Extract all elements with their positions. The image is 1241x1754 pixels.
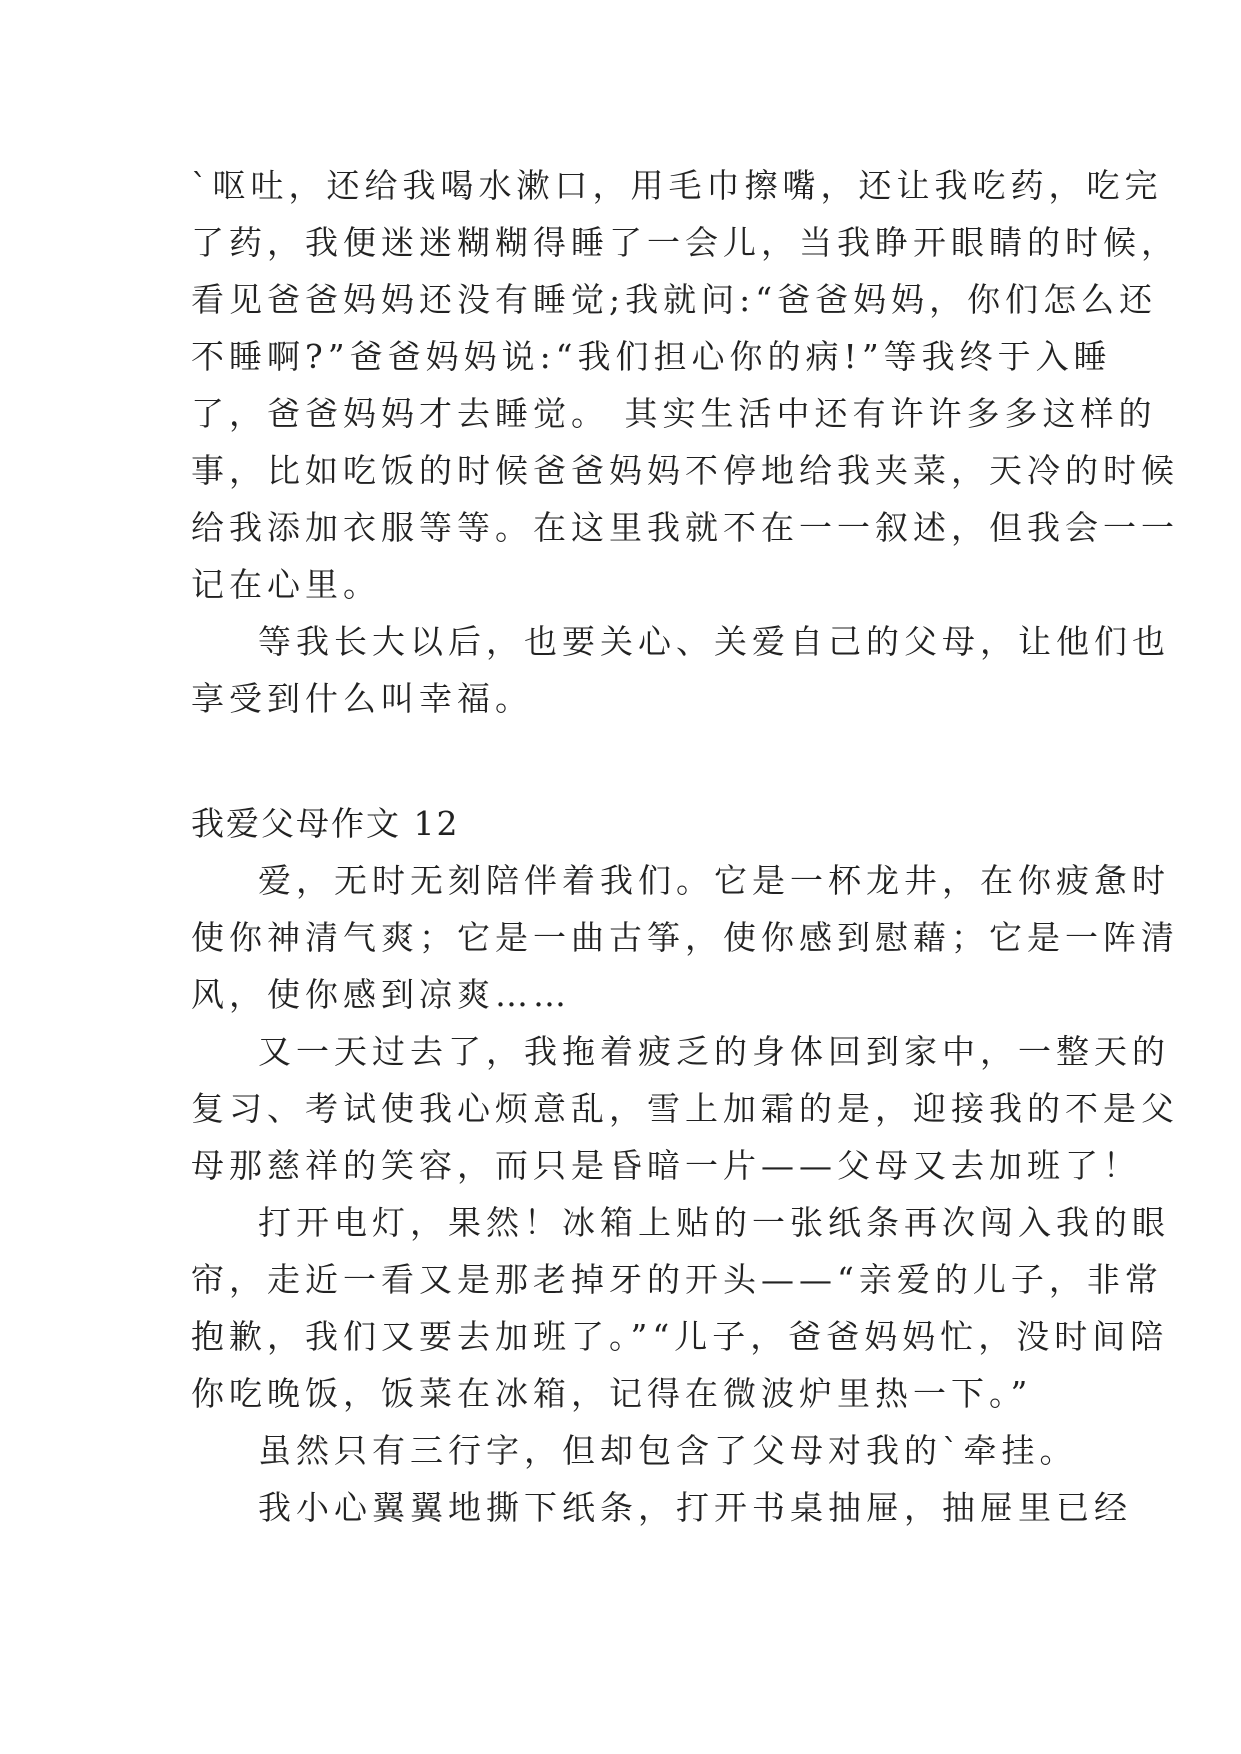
text-line: 复习、考试使我心烦意乱，雪上加霜的是，迎接我的不是父 bbox=[191, 1089, 1179, 1128]
paragraph-first-line: 我小心翼翼地撕下纸条，打开书桌抽屉，抽屉里已经 bbox=[258, 1488, 1132, 1527]
text-line: 享受到什么叫幸福。 bbox=[191, 679, 533, 718]
text-line: 给我添加衣服等等。在这里我就不在一一叙述，但我会一一 bbox=[191, 508, 1179, 547]
paragraph-first-line: 虽然只有三行字，但却包含了父母对我的`牵挂。 bbox=[258, 1431, 1078, 1470]
text-line: 事，比如吃饭的时候爸爸妈妈不停地给我夹菜，天冷的时候 bbox=[191, 451, 1179, 490]
text-line: 看见爸爸妈妈还没有睡觉;我就问:“爸爸妈妈，你们怎么还 bbox=[191, 280, 1158, 319]
text-line: `呕吐，还给我喝水漱口，用毛巾擦嘴，还让我吃药，吃完 bbox=[191, 166, 1163, 205]
paragraph-first-line: 等我长大以后，也要关心、关爱自己的父母，让他们也 bbox=[258, 622, 1170, 661]
paragraph-first-line: 爱，无时无刻陪伴着我们。它是一杯龙井，在你疲惫时 bbox=[258, 861, 1170, 900]
text-line: 风，使你感到凉爽…… bbox=[191, 975, 571, 1014]
text-line: 记在心里。 bbox=[191, 565, 381, 604]
section-heading: 我爱父母作文 12 bbox=[191, 804, 460, 843]
text-line: 帘，走近一看又是那老掉牙的开头——“亲爱的儿子，非常 bbox=[191, 1260, 1163, 1299]
text-line: 抱歉，我们又要去加班了。”“儿子，爸爸妈妈忙，没时间陪 bbox=[191, 1317, 1169, 1356]
text-line: 了药，我便迷迷糊糊得睡了一会儿，当我睁开眼睛的时候， bbox=[191, 223, 1179, 262]
paragraph-first-line: 打开电灯，果然！冰箱上贴的一张纸条再次闯入我的眼 bbox=[258, 1203, 1170, 1242]
text-line: 了，爸爸妈妈才去睡觉。 其实生活中还有许许多多这样的 bbox=[191, 394, 1157, 433]
text-line: 不睡啊?”爸爸妈妈说:“我们担心你的病!”等我终于入睡 bbox=[191, 337, 1112, 376]
text-line: 你吃晚饭，饭菜在冰箱，记得在微波炉里热一下。” bbox=[191, 1374, 1033, 1413]
paragraph-first-line: 又一天过去了，我拖着疲乏的身体回到家中，一整天的 bbox=[258, 1032, 1170, 1071]
text-line: 母那慈祥的笑容，而只是昏暗一片——父母又去加班了！ bbox=[191, 1146, 1141, 1185]
text-line: 使你神清气爽；它是一曲古筝，使你感到慰藉；它是一阵清 bbox=[191, 918, 1179, 957]
